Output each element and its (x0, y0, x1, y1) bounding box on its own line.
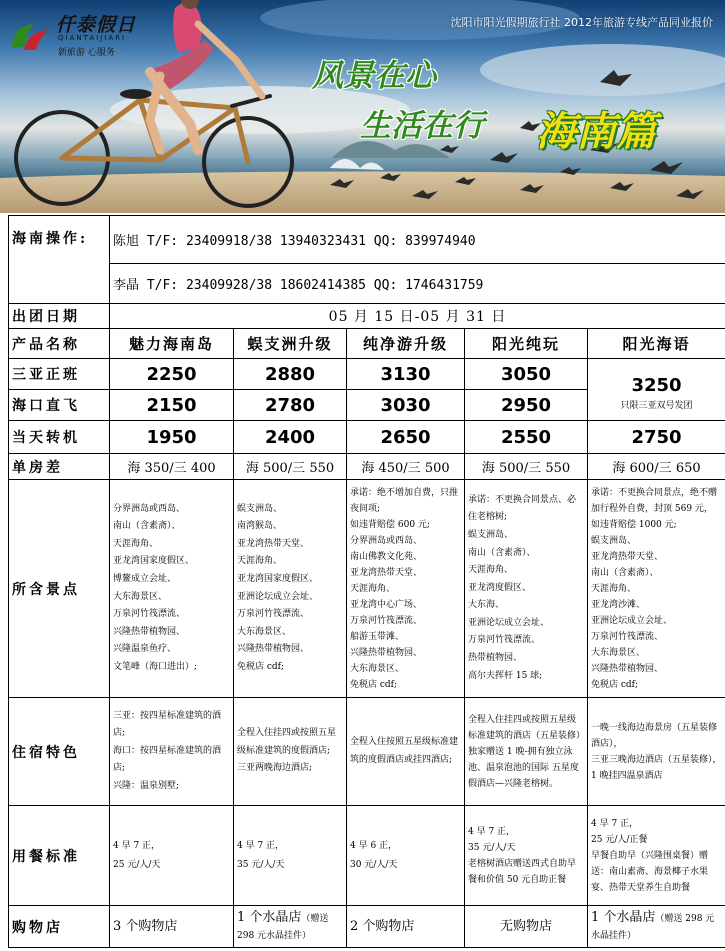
cell-line: 天涯海角、 (350, 583, 396, 594)
cell-line: 海口：按四星标准建筑的酒店; (113, 745, 222, 774)
shopping-row (9, 906, 725, 948)
cell-line: 大东海景区、 (350, 663, 405, 674)
single-room-3: 海 450/三 500 (347, 454, 465, 480)
cell-line: 免税店 cdf; (237, 661, 285, 672)
meals-cell-3 (347, 806, 465, 906)
cell-line: 亚龙湾度假区、 (468, 582, 532, 593)
shopping-label: 购物店 (9, 906, 110, 948)
contact-row-2 (9, 264, 725, 304)
cell-line: 船游玉带滩、 (350, 631, 405, 642)
cell-line: 蜈支洲岛、 (237, 503, 283, 514)
cell-line: 如违背赔偿 1000 元; (591, 519, 677, 530)
cell-line: 大东海景区、 (591, 647, 646, 658)
sameday-price-5: 2750 (588, 421, 725, 454)
cell-line: 三亚三晚海边酒店（五星装修），1 晚挂四温泉酒店 (591, 754, 722, 781)
price-table (8, 215, 725, 948)
cell-line: 4 早 7 正， (237, 840, 285, 851)
cell-line: 南湾猴岛、 (237, 521, 283, 532)
cell-line: 25 元/人/正餐 (591, 834, 648, 845)
company-logo (4, 4, 144, 60)
product-name-3: 纯净游升级 (347, 329, 465, 359)
product-label: 产品名称 (9, 329, 110, 359)
leaf-logo-icon (8, 18, 50, 54)
cell-line: 天涯海角、 (468, 565, 514, 576)
cell-line: 蜈支洲岛、 (591, 535, 637, 546)
cell-line: 南山（含素斋）、 (591, 567, 659, 578)
cell-line: 三亚两晚海边酒店; (237, 763, 313, 774)
sanya-price-4: 3050 (465, 359, 588, 390)
shopping-cell-3 (347, 906, 465, 948)
cell-line: 万泉河竹筏漂流、 (591, 631, 664, 642)
product-name-5: 阳光海语 (588, 329, 725, 359)
sameday-price-4: 2550 (465, 421, 588, 454)
sanya-price-3: 3130 (347, 359, 465, 390)
cell-line: 亚龙湾热带天堂、 (237, 538, 310, 549)
cell-line: 大东海景区、 (237, 626, 292, 637)
shopping-main-3: 2 个购物店 (350, 919, 415, 934)
shopping-cell-2 (234, 906, 347, 948)
cell-line: 兴隆温泉鱼疗、 (113, 644, 177, 655)
hero-banner (0, 0, 725, 213)
shopping-main-5: 1 个水晶店 (591, 909, 656, 925)
shopping-cell-4 (465, 906, 588, 948)
banner-title-hainan: 海南篇 (536, 109, 656, 155)
spots-cell-3 (347, 480, 465, 698)
col5-price-cell (588, 359, 725, 421)
product-name-4: 阳光纯玩 (465, 329, 588, 359)
cell-line: 亚龙湾热带天堂、 (591, 551, 664, 562)
departure-dates: 05 月 15 日-05 月 31 日 (110, 304, 725, 329)
cell-line: 亚洲论坛成立会址、 (591, 615, 673, 626)
cell-line: 亚龙湾国家度假区、 (237, 573, 319, 584)
cell-line: 兴隆热带植物园、 (350, 647, 423, 658)
shopping-main-4: 无购物店 (499, 919, 552, 934)
cell-line: 亚洲论坛成立会址、 (468, 617, 550, 628)
hotel-cell-1 (110, 698, 234, 806)
cell-line: 35 元/人/天 (468, 842, 516, 853)
col5-note: 只限三亚双号发团 (620, 400, 693, 411)
cell-line: 热带植物园、 (468, 653, 523, 664)
sameday-price-2: 2400 (234, 421, 347, 454)
cell-line: 亚龙湾中心广场、 (350, 599, 423, 610)
cell-line: 免税店 cdf; (350, 679, 398, 690)
cell-line: 分界洲岛或西岛、 (113, 503, 186, 514)
departure-row (9, 304, 725, 329)
cell-line: 高尔夫挥杆 15 球; (468, 670, 543, 681)
contact-line-2: 李晶 T/F: 23409928/38 18602414385 QQ: 1746431759 (110, 264, 725, 304)
cell-line: 4 早 7 正， (468, 826, 516, 837)
sameday-price-3: 2650 (347, 421, 465, 454)
sanya-label: 三亚正班 (9, 359, 110, 390)
slogan-scenery: 风景在心 (312, 58, 436, 94)
logo-name-en: QIANTAIJIARI (58, 34, 127, 42)
single-room-5: 海 600/三 650 (588, 454, 725, 480)
sanya-price-1: 2250 (110, 359, 234, 390)
product-name-1: 魅力海南岛 (110, 329, 234, 359)
cell-line: 蜈支洲岛、 (468, 529, 514, 540)
spots-label: 所含景点 (9, 480, 110, 698)
shopping-main-2: 1 个水晶店 (237, 909, 302, 925)
cell-line: 25 元/人/天 (113, 859, 161, 870)
logo-tagline: 新旅游 心服务 (58, 48, 115, 58)
cell-line: 分界洲岛或西岛、 (350, 535, 423, 546)
hotel-row (9, 698, 725, 806)
haikou-price-3: 3030 (347, 390, 465, 421)
spots-cell-4 (465, 480, 588, 698)
cell-line: 承诺：不更换合同景点、必住老榕树; (468, 494, 577, 523)
cell-line: 承诺：不更换合同景点，绝不赠加行程外自费，封顶 569 元， (591, 487, 718, 514)
product-name-2: 蜈支洲升级 (234, 329, 347, 359)
sameday-label: 当天转机 (9, 421, 110, 454)
single-room-row (9, 454, 725, 480)
cell-line: 万泉河竹筏漂流、 (237, 609, 310, 620)
cell-line: 4 早 7 正， (113, 840, 161, 851)
cell-line: 万泉河竹筏漂流、 (468, 635, 541, 646)
agency-line: 沈阳市阳光假期旅行社 2012年旅游专线产品同业报价 (450, 16, 713, 29)
cell-line: 早餐自助早（兴隆围桌餐）赠送：南山素斋、海景椰子水果宴、热带天堂养生自助餐 (591, 850, 709, 893)
cell-line: 天涯海角、 (113, 538, 159, 549)
meals-label: 用餐标准 (9, 806, 110, 906)
contact-label: 海南操作: (9, 216, 110, 304)
cell-line: 35 元/人/天 (237, 859, 285, 870)
slogan-life: 生活在行 (360, 108, 484, 144)
hotel-cell-4 (465, 698, 588, 806)
hotel-cell-2 (234, 698, 347, 806)
shopping-note-5: （赠送 298 元水晶挂件） (591, 913, 715, 941)
cell-line: 亚龙湾沙滩、 (591, 599, 646, 610)
meals-cell-2 (234, 806, 347, 906)
cell-line: 一晚一线海边海景房（五星装修酒店）， (591, 722, 718, 749)
cell-line: 如违背赔偿 600 元; (350, 519, 430, 530)
meals-cell-4 (465, 806, 588, 906)
cell-line: 全程入住挂四或按照五星级标准建筑的酒店（五星装修） (468, 714, 586, 741)
spots-row (9, 480, 725, 698)
product-name-row (9, 329, 725, 359)
meals-cell-1 (110, 806, 234, 906)
spots-cell-2 (234, 480, 347, 698)
cell-line: 南山佛教文化苑、 (350, 551, 423, 562)
cell-line: 4 早 6 正， (350, 840, 398, 851)
cell-line: 博鳌成立会址、 (113, 573, 177, 584)
cell-line: 免税店 cdf; (591, 679, 639, 690)
haikou-price-4: 2950 (465, 390, 588, 421)
cell-line: 兴隆热带植物园、 (237, 644, 310, 655)
cell-line: 大东海景区、 (113, 591, 168, 602)
spots-cell-5 (588, 480, 725, 698)
haikou-price-2: 2780 (234, 390, 347, 421)
shopping-note-2: （赠送 298 元水晶挂件） (237, 913, 329, 941)
meals-row (9, 806, 725, 906)
single-room-label: 单房差 (9, 454, 110, 480)
sanya-price-2: 2880 (234, 359, 347, 390)
cell-line: 天涯海角、 (591, 583, 637, 594)
cell-line: 南山（含素斋）、 (113, 521, 181, 532)
logo-name-cn: 仟泰假日 (56, 14, 137, 36)
single-room-1: 海 350/三 400 (110, 454, 234, 480)
cell-line: 大东海、 (468, 600, 505, 611)
contact-line-1: 陈旭 T/F: 23409918/38 13940323431 QQ: 839974940 (110, 216, 725, 264)
cell-line: 全程入住按照五星级标准建筑的度假酒店或挂四酒店; (350, 736, 459, 765)
hotel-cell-3 (347, 698, 465, 806)
cell-line: 老榕树酒店赠送西式自助早餐和价值 50 元自助正餐 (468, 858, 577, 885)
departure-label: 出团日期 (9, 304, 110, 329)
cell-line: 亚龙湾热带天堂、 (350, 567, 423, 578)
cell-line: 兴隆热带植物园、 (113, 626, 186, 637)
cell-line: 兴隆：温泉别墅; (113, 780, 180, 791)
cell-line: 天涯海角、 (237, 556, 283, 567)
col5-price: 3250 (631, 374, 682, 396)
cell-line: 万泉河竹筏漂流、 (350, 615, 423, 626)
cell-line: 全程入住挂四或按照五星级标准建筑的度假酒店; (237, 728, 337, 756)
cell-line: 亚龙湾国家度假区、 (113, 556, 195, 567)
hotel-cell-5 (588, 698, 725, 806)
cell-line: 30 元/人/天 (350, 859, 398, 870)
contact-row-1 (9, 216, 725, 264)
cell-line: 三亚：按四星标准建筑的酒店; (113, 710, 222, 739)
cell-line: 万泉河竹筏漂流、 (113, 609, 186, 620)
hotel-label: 住宿特色 (9, 698, 110, 806)
haikou-label: 海口直飞 (9, 390, 110, 421)
sameday-price-1: 1950 (110, 421, 234, 454)
haikou-price-1: 2150 (110, 390, 234, 421)
cell-line: 承诺：绝不增加自费，只推夜间项; (350, 487, 459, 514)
single-room-4: 海 500/三 550 (465, 454, 588, 480)
sanya-price-row (9, 359, 725, 390)
cell-line: 4 早 7 正， (591, 818, 639, 829)
shopping-main-1: 3 个购物店 (113, 919, 178, 934)
single-room-2: 海 500/三 550 (234, 454, 347, 480)
cell-line: 南山（含素斋）、 (468, 547, 536, 558)
cell-line: 亚洲论坛成立会址、 (237, 591, 319, 602)
cell-line: 文笔峰（海口进出）; (113, 661, 198, 672)
cell-line: 兴隆热带植物园、 (591, 663, 664, 674)
spots-cell-1 (110, 480, 234, 698)
cell-line: 独家赠送 1 晚-拥有独立泳池、温泉泡池的国际 五星度假酒店—兴隆老榕树。 (468, 746, 579, 789)
shopping-cell-5 (588, 906, 725, 948)
sameday-price-row (9, 421, 725, 454)
shopping-cell-1 (110, 906, 234, 948)
meals-cell-5 (588, 806, 725, 906)
